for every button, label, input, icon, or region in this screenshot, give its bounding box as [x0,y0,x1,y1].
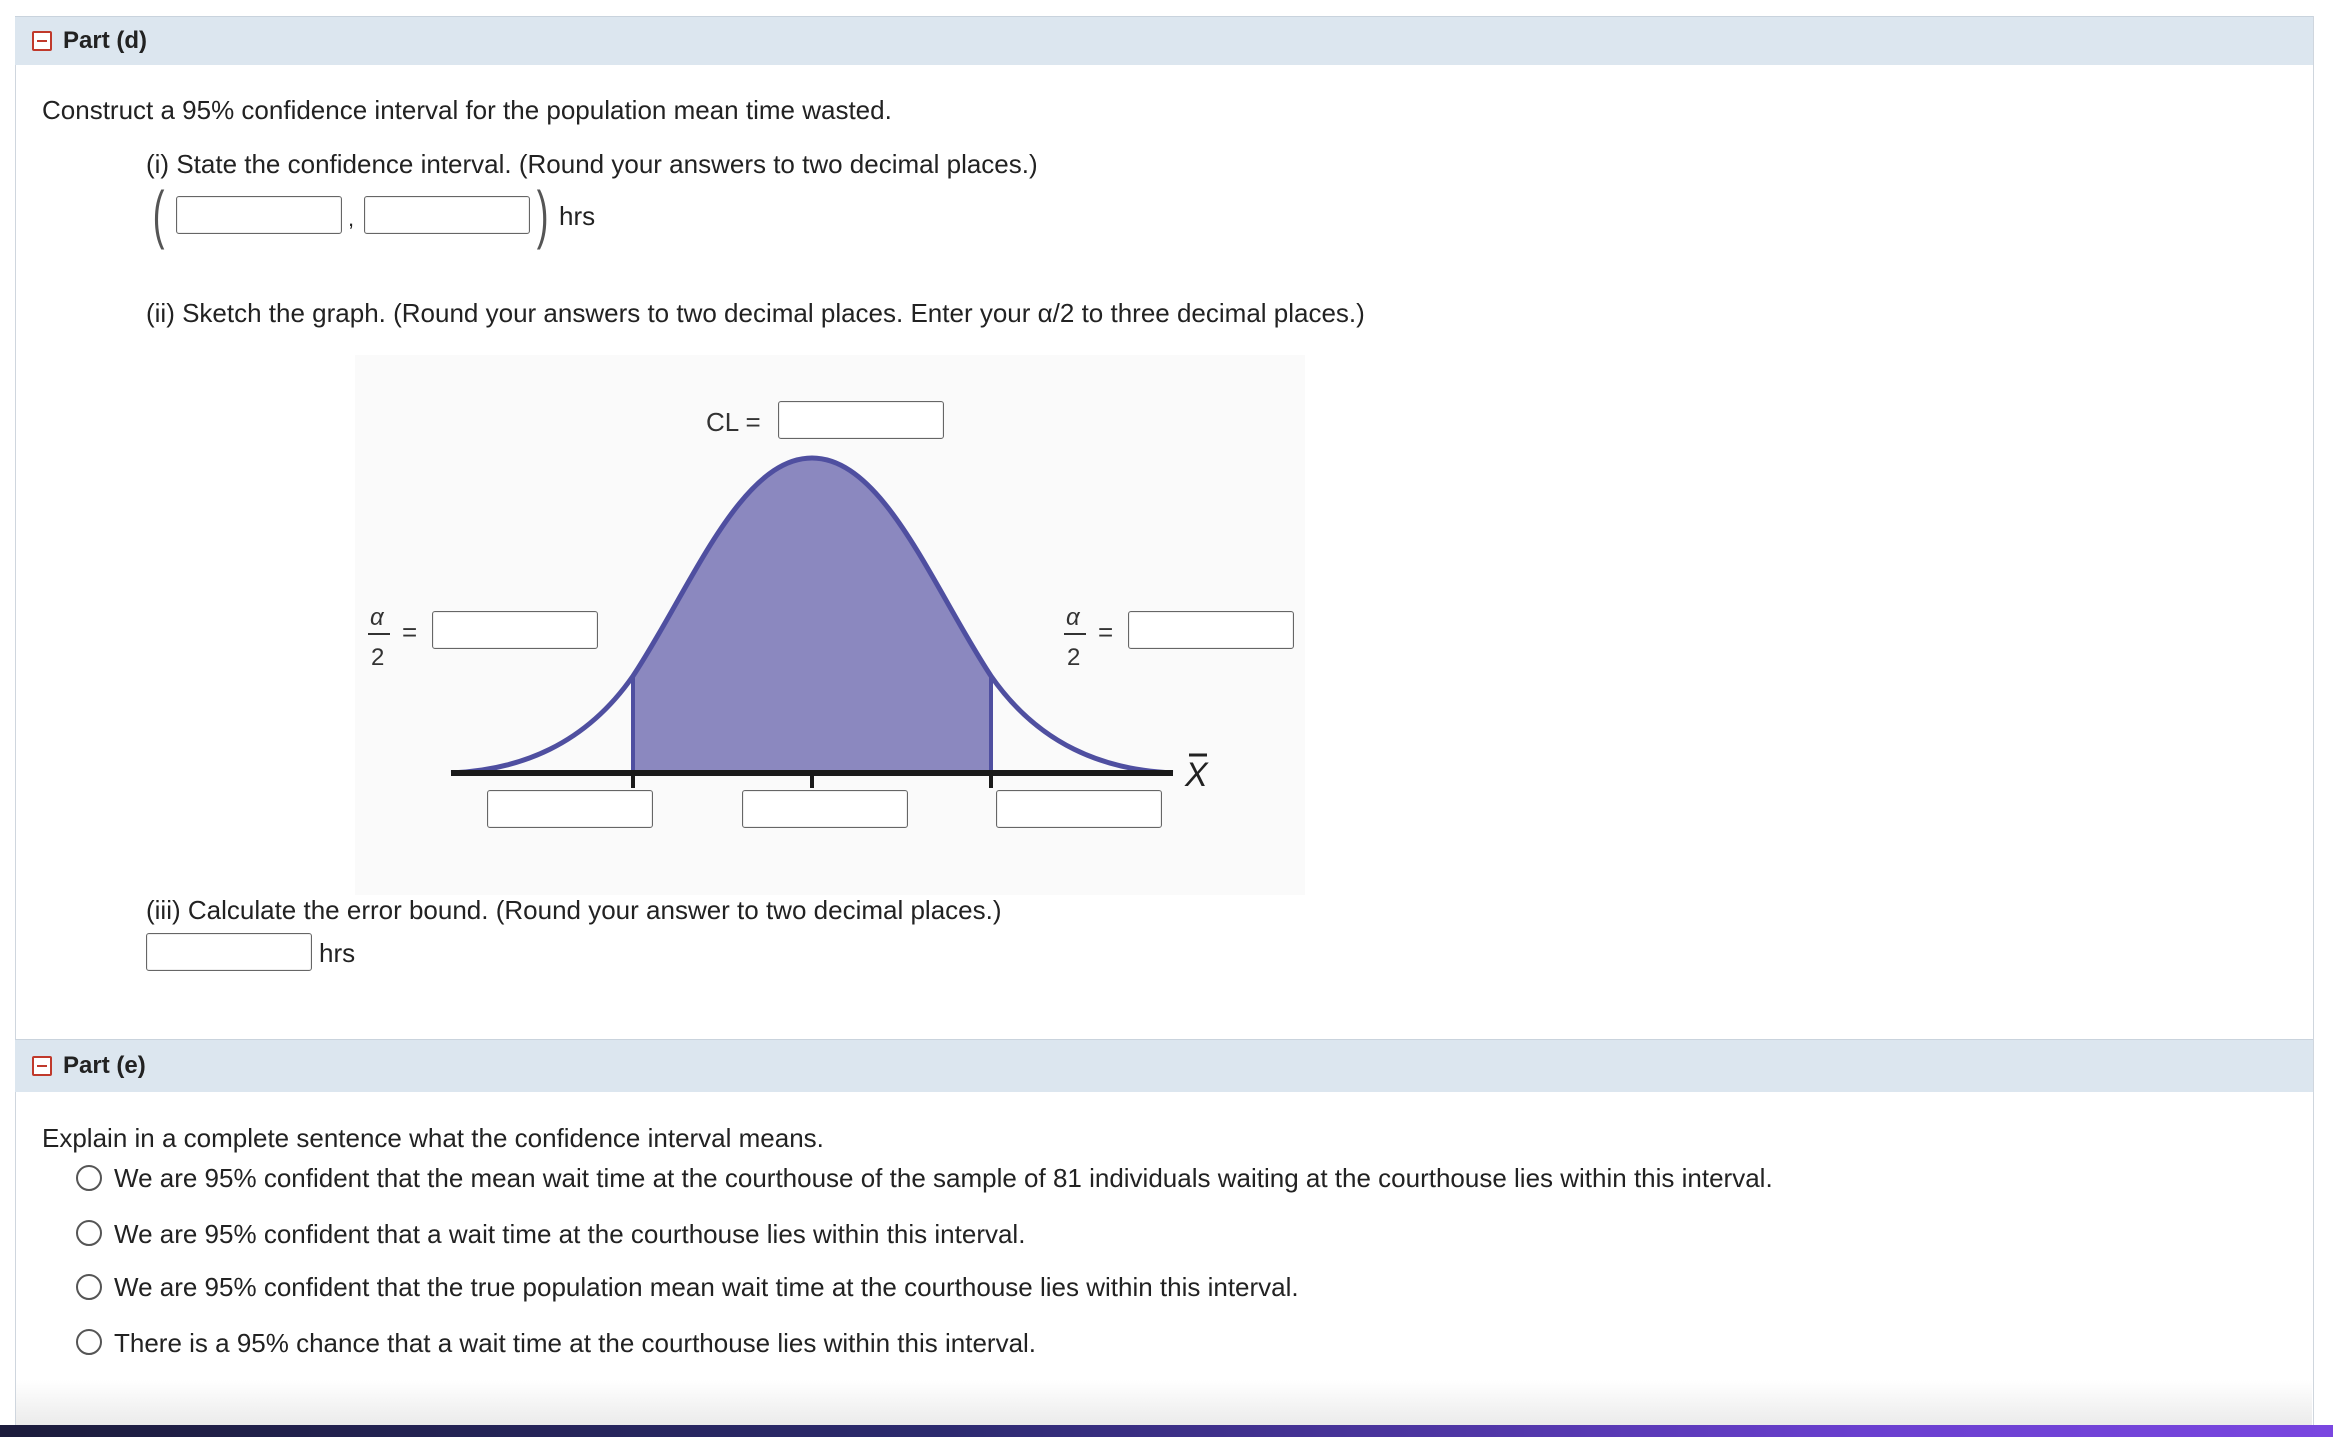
right-alpha-input[interactable] [1128,611,1294,649]
confidence-region [633,458,991,773]
cl-input[interactable] [778,401,944,439]
lower-bound-input[interactable] [487,790,653,828]
option-1-radio[interactable] [76,1165,102,1191]
mean-input[interactable] [742,790,908,828]
option-4-radio[interactable] [76,1329,102,1355]
option-3-label[interactable]: We are 95% confident that the true population mean wait time at the courthouse lies within this interval. [114,1272,1299,1302]
ci-comma: , [348,206,355,231]
left-alpha-input[interactable] [432,611,598,649]
error-bound-input[interactable] [146,933,312,971]
part-e-prompt: Explain in a complete sentence what the confidence interval means. [42,1123,824,1153]
part-d-title: Part (d) [63,27,147,54]
left-alpha-label: α [370,604,384,631]
scroll-fade [16,1380,2312,1425]
step-ii-instruction: (ii) Sketch the graph. (Round your answers to two decimal places. Enter your α/2 to three decimal places.) [146,298,1365,328]
collapse-icon[interactable] [32,1056,52,1076]
part-d-intro: Construct a 95% confidence interval for the population mean time wasted. [42,95,892,125]
right-equals-label: = [1098,617,1114,647]
part-e-header[interactable] [15,1039,2313,1092]
step-i-instruction: (i) State the confidence interval. (Round your answers to two decimal places.) [146,149,1038,179]
right-two-label: 2 [1067,644,1081,671]
option-4-label[interactable]: There is a 95% chance that a wait time at the courthouse lies within this interval. [114,1328,1037,1358]
left-paren: ( [152,178,165,250]
axis-xbar-label: X [1185,756,1208,794]
option-2-radio[interactable] [76,1220,102,1246]
right-paren: ) [536,178,549,250]
left-two-label: 2 [371,644,385,671]
error-bound-unit: hrs [319,938,356,968]
part-e-title: Part (e) [63,1052,146,1079]
step-iii-instruction: (iii) Calculate the error bound. (Round your answer to two decimal places.) [146,895,1002,925]
ci-unit: hrs [559,201,596,231]
right-alpha-label: α [1066,604,1080,631]
cl-label: CL = [706,407,761,437]
left-equals-label: = [402,617,418,647]
option-1-label[interactable]: We are 95% confident that the mean wait time at the courthouse of the sample of 81 individuals waiting at the courthouse lies within this interval. [114,1163,1773,1193]
option-2-label[interactable]: We are 95% confident that a wait time at the courthouse lies within this interval. [114,1219,1026,1249]
bottom-bar [0,1425,2333,1437]
upper-bound-input[interactable] [996,790,1162,828]
option-3-radio[interactable] [76,1274,102,1300]
